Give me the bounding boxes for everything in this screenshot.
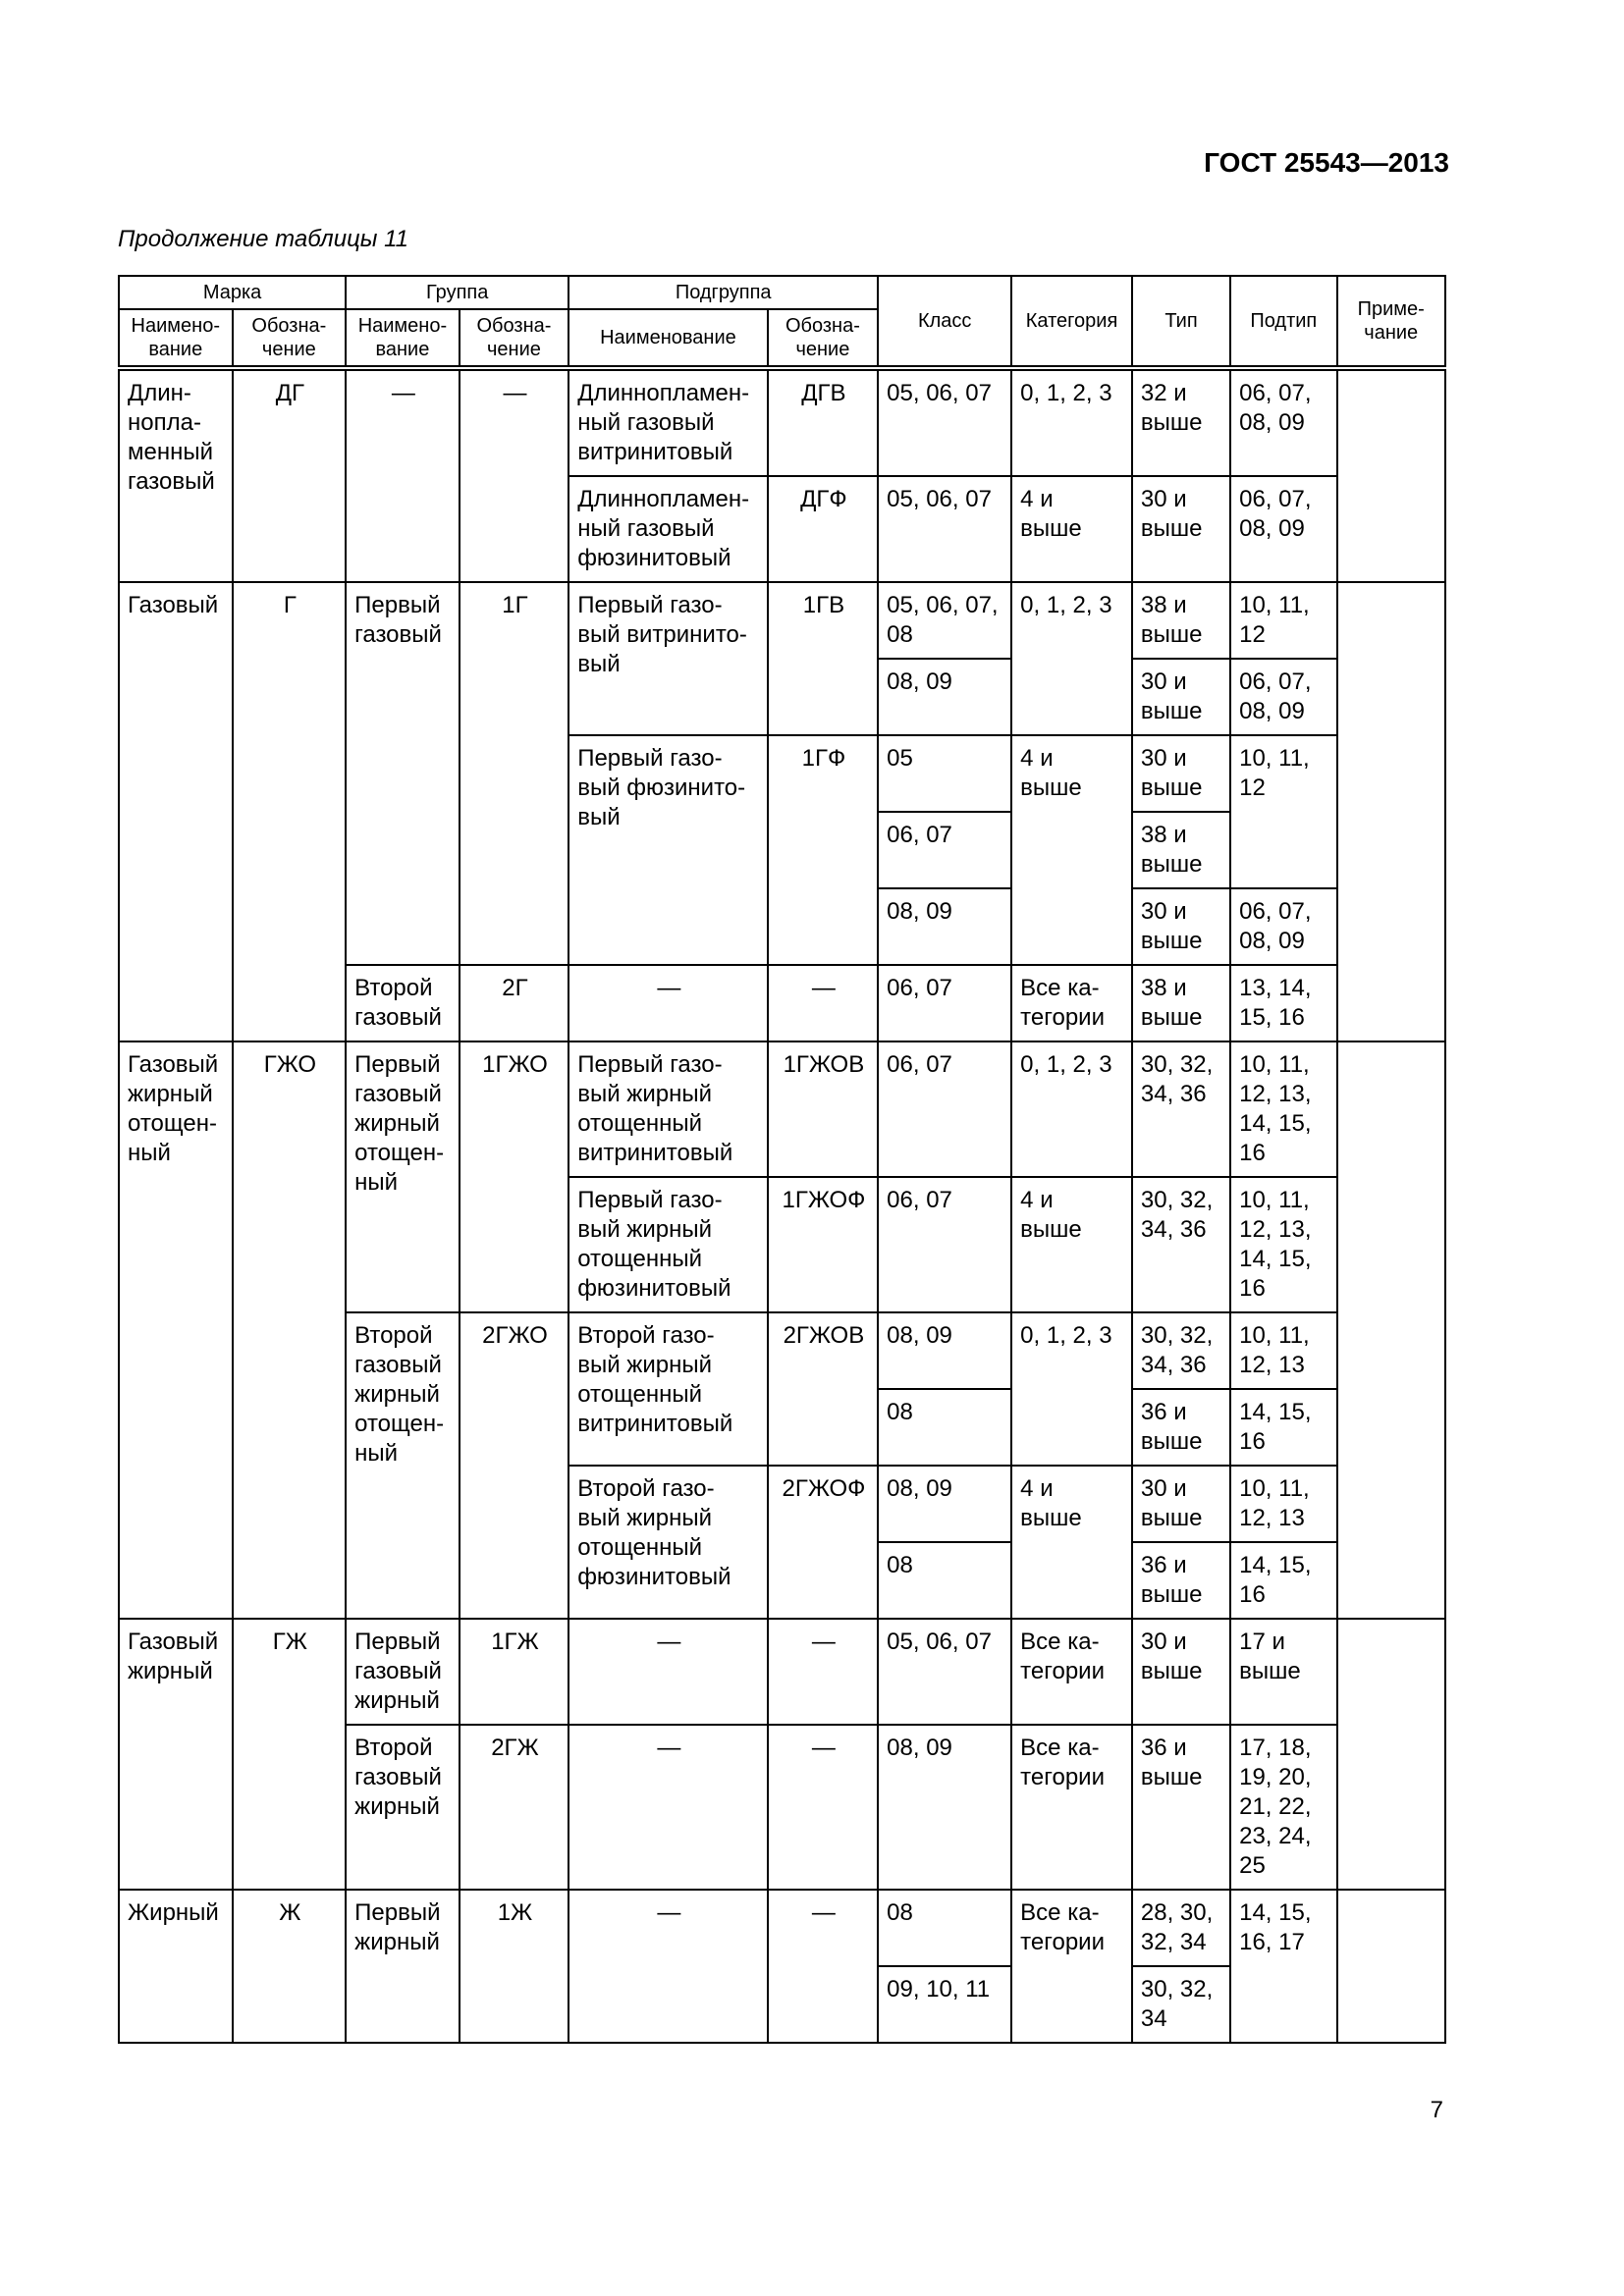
subtype-cell: 06, 07, 08, 09: [1230, 368, 1336, 476]
subtype-cell: 14, 15, 16, 17: [1230, 1890, 1336, 2043]
subgroup-name: Второй газо- вый жирный отощенный витринитовый: [568, 1312, 767, 1466]
class-cell: 08: [878, 1389, 1011, 1466]
marka-name: Газовый жирный: [119, 1619, 233, 1890]
header-marka-oboznachenie: Обозна- чение: [233, 309, 347, 368]
subgroup-name: Длиннопламен- ный газовый витринитовый: [568, 368, 767, 476]
class-cell: 08, 09: [878, 1312, 1011, 1389]
subgroup-code: 1ГЖОВ: [768, 1041, 878, 1177]
subgroup-code: —: [768, 1619, 878, 1725]
category-cell: Все ка- тегории: [1011, 1890, 1132, 2043]
marka-name: Жирный: [119, 1890, 233, 2043]
table-row: [119, 1041, 1445, 1177]
class-cell: 08, 09: [878, 1725, 1011, 1890]
class-cell: 05, 06, 07: [878, 1619, 1011, 1725]
coal-classification-table: [118, 275, 1446, 2044]
category-cell: 0, 1, 2, 3: [1011, 582, 1132, 735]
category-cell: Все ка- тегории: [1011, 1725, 1132, 1890]
group-code: 1Ж: [460, 1890, 568, 2043]
subtype-cell: 17, 18, 19, 20, 21, 22, 23, 24, 25: [1230, 1725, 1336, 1890]
category-cell: Все ка- тегории: [1011, 965, 1132, 1041]
class-cell: 06, 07: [878, 965, 1011, 1041]
category-cell: 4 и выше: [1011, 476, 1132, 582]
type-cell: 36 и выше: [1132, 1542, 1230, 1619]
subgroup-code: 2ГЖОВ: [768, 1312, 878, 1466]
header-kategoriya: Категория: [1011, 276, 1132, 368]
subtype-cell: 10, 11, 12: [1230, 582, 1336, 659]
subgroup-code: ДГВ: [768, 368, 878, 476]
marka-code: ГЖО: [233, 1041, 347, 1619]
type-cell: 30 и выше: [1132, 1466, 1230, 1542]
note-cell: [1337, 1619, 1446, 1890]
subgroup-code: 2ГЖОФ: [768, 1466, 878, 1619]
standard-code: ГОСТ 25543—2013: [1204, 147, 1449, 178]
type-cell: 30, 32, 34, 36: [1132, 1177, 1230, 1312]
subgroup-code: 1ГЖОФ: [768, 1177, 878, 1312]
group-code: 1Г: [460, 582, 568, 965]
marka-name: Газовый жирный отощен- ный: [119, 1041, 233, 1619]
category-cell: 4 и выше: [1011, 735, 1132, 965]
header-gruppa-naimenovanie: Наимено- вание: [346, 309, 460, 368]
subgroup-name: Первый газо- вый жирный отощенный витринитовый: [568, 1041, 767, 1177]
class-cell: 05, 06, 07: [878, 368, 1011, 476]
class-cell: 06, 07: [878, 812, 1011, 888]
subtype-cell: 06, 07, 08, 09: [1230, 476, 1336, 582]
subtype-cell: 13, 14, 15, 16: [1230, 965, 1336, 1041]
class-cell: 06, 07: [878, 1041, 1011, 1177]
category-cell: 4 и выше: [1011, 1466, 1132, 1619]
table-row: [119, 582, 1445, 659]
class-cell: 08, 09: [878, 888, 1011, 965]
subgroup-name: —: [568, 1619, 767, 1725]
type-cell: 30 и выше: [1132, 476, 1230, 582]
subgroup-code: —: [768, 1725, 878, 1890]
subgroup-name: —: [568, 1725, 767, 1890]
subtype-cell: 14, 15, 16: [1230, 1542, 1336, 1619]
table-row: [119, 1890, 1445, 1966]
subgroup-code: —: [768, 1890, 878, 2043]
type-cell: 38 и выше: [1132, 812, 1230, 888]
group-code: 1ГЖ: [460, 1619, 568, 1725]
group-name: Второй газовый жирный отощен- ный: [346, 1312, 460, 1619]
page-number: 7: [1430, 2097, 1443, 2123]
header-klass: Класс: [878, 276, 1011, 368]
class-cell: 08: [878, 1542, 1011, 1619]
marka-code: ГЖ: [233, 1619, 347, 1890]
class-cell: 05, 06, 07: [878, 476, 1011, 582]
group-name: Первый жирный: [346, 1890, 460, 2043]
subtype-cell: 10, 11, 12, 13: [1230, 1466, 1336, 1542]
subgroup-code: 1ГФ: [768, 735, 878, 965]
subgroup-name: Первый газо- вый витринито- вый: [568, 582, 767, 735]
class-cell: 09, 10, 11: [878, 1966, 1011, 2043]
subgroup-name: Длиннопламен- ный газовый фюзинитовый: [568, 476, 767, 582]
group-code: 2Г: [460, 965, 568, 1041]
type-cell: 32 и выше: [1132, 368, 1230, 476]
class-cell: 05, 06, 07, 08: [878, 582, 1011, 659]
marka-code: Г: [233, 582, 347, 1041]
marka-code: Ж: [233, 1890, 347, 2043]
class-cell: 06, 07: [878, 1177, 1011, 1312]
subtype-cell: 10, 11, 12, 13: [1230, 1312, 1336, 1389]
type-cell: 30 и выше: [1132, 735, 1230, 812]
header-tip: Тип: [1132, 276, 1230, 368]
category-cell: 4 и выше: [1011, 1177, 1132, 1312]
type-cell: 30, 32, 34, 36: [1132, 1312, 1230, 1389]
subtype-cell: 06, 07, 08, 09: [1230, 888, 1336, 965]
subgroup-name: Второй газо- вый жирный отощенный фюзинитовый: [568, 1466, 767, 1619]
header-marka: Марка: [119, 276, 346, 309]
type-cell: 30 и выше: [1132, 1619, 1230, 1725]
subtype-cell: 10, 11, 12: [1230, 735, 1336, 888]
type-cell: 30, 32, 34: [1132, 1966, 1230, 2043]
subgroup-name: —: [568, 1890, 767, 2043]
type-cell: 38 и выше: [1132, 965, 1230, 1041]
type-cell: 36 и выше: [1132, 1725, 1230, 1890]
note-cell: [1337, 368, 1446, 582]
class-cell: 08, 09: [878, 1466, 1011, 1542]
group-name: —: [346, 368, 460, 582]
note-cell: [1337, 582, 1446, 1041]
type-cell: 28, 30, 32, 34: [1132, 1890, 1230, 1966]
category-cell: Все ка- тегории: [1011, 1619, 1132, 1725]
class-cell: 08, 09: [878, 659, 1011, 735]
note-cell: [1337, 1890, 1446, 2043]
subgroup-name: Первый газо- вый фюзинито- вый: [568, 735, 767, 965]
marka-code: ДГ: [233, 368, 347, 582]
type-cell: 30 и выше: [1132, 659, 1230, 735]
subgroup-code: ДГФ: [768, 476, 878, 582]
type-cell: 30, 32, 34, 36: [1132, 1041, 1230, 1177]
table-header-row: [119, 276, 1445, 309]
class-cell: 08: [878, 1890, 1011, 1966]
subgroup-code: 1ГВ: [768, 582, 878, 735]
subtype-cell: 06, 07, 08, 09: [1230, 659, 1336, 735]
group-code: —: [460, 368, 568, 582]
header-marka-naimenovanie: Наимено- вание: [119, 309, 233, 368]
header-podtip: Подтип: [1230, 276, 1336, 368]
class-cell: 05: [878, 735, 1011, 812]
subtype-cell: 17 и выше: [1230, 1619, 1336, 1725]
group-name: Первый газовый: [346, 582, 460, 965]
subgroup-code: —: [768, 965, 878, 1041]
subgroup-name: —: [568, 965, 767, 1041]
header-gruppa: Группа: [346, 276, 568, 309]
subtype-cell: 14, 15, 16: [1230, 1389, 1336, 1466]
header-podgruppa-naimenovanie: Наименование: [568, 309, 767, 368]
group-name: Первый газовый жирный: [346, 1619, 460, 1725]
header-gruppa-oboznachenie: Обозна- чение: [460, 309, 568, 368]
subgroup-name: Первый газо- вый жирный отощенный фюзинитовый: [568, 1177, 767, 1312]
category-cell: 0, 1, 2, 3: [1011, 1312, 1132, 1466]
subtype-cell: 10, 11, 12, 13, 14, 15, 16: [1230, 1177, 1336, 1312]
group-name: Второй газовый жирный: [346, 1725, 460, 1890]
group-code: 2ГЖО: [460, 1312, 568, 1619]
type-cell: 36 и выше: [1132, 1389, 1230, 1466]
category-cell: 0, 1, 2, 3: [1011, 368, 1132, 476]
marka-name: Длин- нопла- менный газовый: [119, 368, 233, 582]
table-continuation-caption: Продолжение таблицы 11: [118, 226, 409, 252]
table-row: [119, 368, 1445, 476]
group-code: 1ГЖО: [460, 1041, 568, 1312]
type-cell: 30 и выше: [1132, 888, 1230, 965]
group-name: Первый газовый жирный отощен- ный: [346, 1041, 460, 1312]
group-name: Второй газовый: [346, 965, 460, 1041]
table-row: [119, 1619, 1445, 1725]
header-podgruppa: Подгруппа: [568, 276, 878, 309]
marka-name: Газовый: [119, 582, 233, 1041]
header-primechanie: Приме- чание: [1337, 276, 1446, 368]
category-cell: 0, 1, 2, 3: [1011, 1041, 1132, 1177]
note-cell: [1337, 1041, 1446, 1619]
subtype-cell: 10, 11, 12, 13, 14, 15, 16: [1230, 1041, 1336, 1177]
group-code: 2ГЖ: [460, 1725, 568, 1890]
type-cell: 38 и выше: [1132, 582, 1230, 659]
header-podgruppa-oboznachenie: Обозна- чение: [768, 309, 878, 368]
